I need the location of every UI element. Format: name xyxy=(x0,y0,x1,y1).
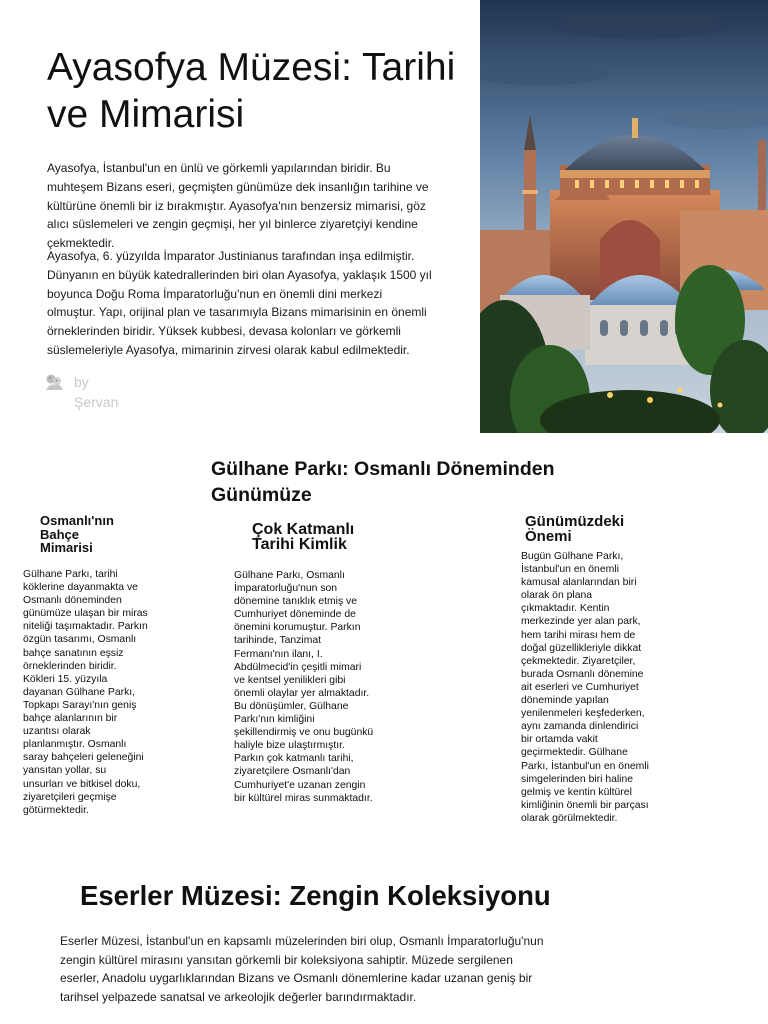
column-text-garden: Gülhane Parkı, tarihi köklerine dayanmakta ve Osmanlı döneminden günümüze ulaşan bir miras niteliği taşımaktadır. Parkın özgün tasarımı, Osmanlı bahçe sanatının eşsiz örneklerinden biridir. Kökleri 15. yüzyıla dayanan Gülhane Parkı, Topkapı Sarayı'nın geniş bahçe alanlarının bir uzantısı olarak planlanmıştır. Osmanlı saray bahçeleri geleneğini yansıtan yollar, su unsurları ve bitkisel doku, ziyaretçileri geçmişe götürmektedir. xyxy=(23,569,148,816)
column-heading-garden: Osmanlı'nın Bahçe Mimarisi xyxy=(40,513,114,555)
column-heading-identity: Çok Katmanlı Tarihi Kimlik xyxy=(252,521,355,553)
author-name: by Şervan xyxy=(74,374,119,410)
column-text-today: Bugün Gülhane Parkı, İstanbul'un en önemli kamusal alanlarından biri olarak ön plana çıkmaktadır. Kentin merkezinde yer alan park, hem tarihi mirası hem de doğal güzellikleriyle dikkat çekmektedir. Ziyaretçiler, burada Osmanlı dönemine ait eserleri ve Cumhuriyet döneminde yapılan yenilenmeleri keşfederken, aynı zamanda dinlendirici bir ortamda vakit geçirmektedir. Gülhane Parkı, İstanbul'un en önemli simgelerinden biri haline gelmiş ve kentin kültürel kimliğinin önemli bir parçası olarak görülmektedir. xyxy=(521,551,649,824)
eserler-paragraph: Eserler Müzesi, İstanbul'un en kapsamlı müzelerinden biri olup, Osmanlı İmparatorluğu'nun zengin kültürel mirasını yansıtan görkemli bir koleksiyona sahiptir. Müzede sergilenen eserler, Anadolu uygarlıklarından Bizans ve Osmanlı dönemlerine kadar uzanan geniş bir tarihsel yelpazede sanatsal ve arkeolojik değerler barındırmaktadır. xyxy=(60,934,544,1004)
history-paragraph: Ayasofya, 6. yüzyılda İmparator Justinianus tarafından inşa edilmiştir. Dünyanın en büyük katedrallerinden biri olan Ayasofya, yaklaşık 1500 yıl boyunca Doğu Roma İmparatorluğu'nun en önemli dini merkezi olmuştur. Yapı, orijinal plan ve tasarımıyla Bizans mimarisinin en önemli örneklerinden biridir. Yüksek kubbesi, devasa kolonları ve görkemli süslemeleriyle Ayasofya, mimarinin zirvesi olarak kabul edilmektedir. xyxy=(47,249,432,357)
author-credit xyxy=(44,372,134,412)
hagia-sophia-photo xyxy=(480,0,768,433)
avatar-icon xyxy=(44,372,64,392)
gulhane-section-title: Gülhane Parkı: Osmanlı Döneminden Günümüze xyxy=(211,458,555,506)
eserler-section-title: Eserler Müzesi: Zengin Koleksiyonu xyxy=(80,880,551,911)
column-heading-today: Günümüzdeki Önemi xyxy=(525,513,625,545)
column-text-identity: Gülhane Parkı, Osmanlı İmparatorluğu'nun son dönemine tanıklık etmiş ve Cumhuriyet döneminde de önemini korumuştur. Parkın tarihinde, Tanzimat Fermanı'nın ilanı, I. Abdülmecid'in çeşitli mimari ve kentsel yenilikleri gibi önemli olaylar yer almaktadır. Bu dönüşümler, Gülhane Parkı'nın kimliğini şekillendirmiş ve onu bugünkü haliyle bize ulaştırmıştır. Parkın çok katmanlı tarihi, ziyaretçilere Osmanlı'dan Cumhuriyet'e uzanan zengin bir kültürel miras sunmaktadır. xyxy=(234,570,374,804)
intro-paragraph: Ayasofya, İstanbul'un en ünlü ve görkemli yapılarından biridir. Bu muhteşem Bizans eseri, geçmişten günümüze dek insanlığın tarihine ve kültürüne önemli bir iz bırakmıştır. Ayasofya'nın benzersiz mimarisi, göz alıcı süslemeleri ve zengin geçmişi, her yıl binlerce ziyaretçiyi kendine çekmektedir. xyxy=(47,161,429,251)
page-title: Ayasofya Müzesi: Tarihi ve Mimarisi xyxy=(47,46,456,136)
